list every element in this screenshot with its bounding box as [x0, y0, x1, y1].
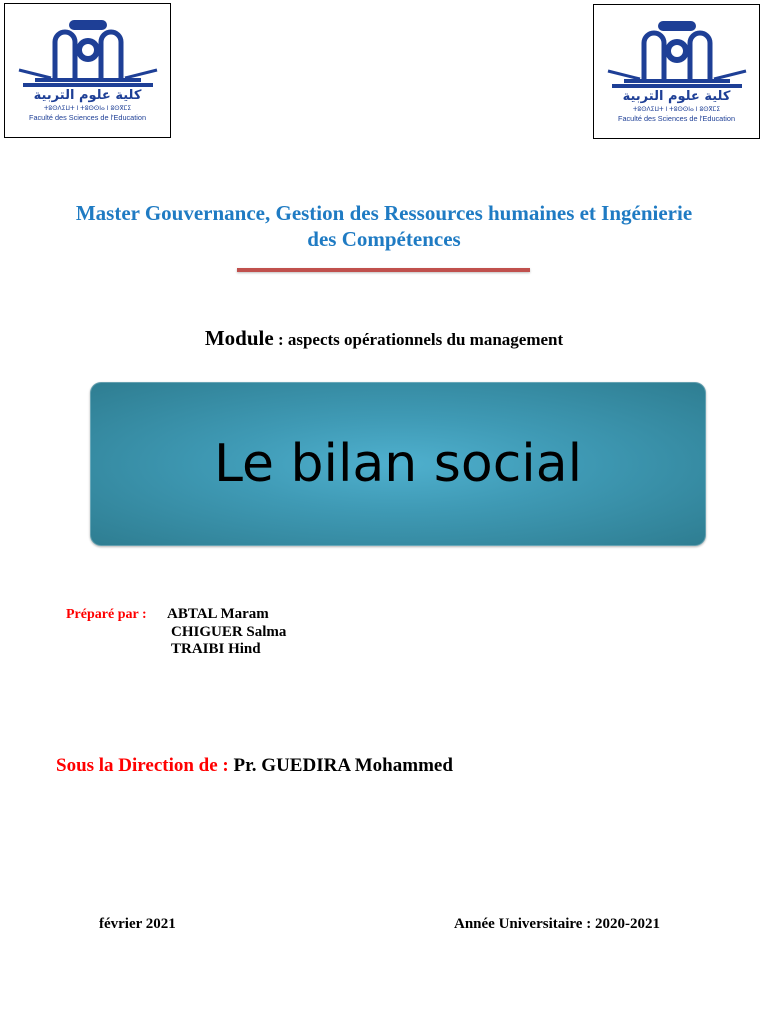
document-title: Le bilan social [213, 434, 583, 494]
faculty-logo-right [593, 4, 760, 139]
prepared-by-label: Préparé par : [66, 607, 147, 622]
author-name: TRAIBI Hind [171, 641, 261, 657]
module-value: : aspects opérationnels du management [273, 330, 564, 349]
supervisor-label: Sous la Direction de : [56, 755, 229, 776]
logo-tifinagh-text: ⵜⵓⵙⴷⵉⵡⵜ ⵏ ⵜⵓⵙⵙⵏⴰ ⵏ ⵓⵙⴳⵎⵉ [43, 105, 132, 112]
supervisor-name: Pr. GUEDIRA Mohammed [228, 755, 453, 776]
logo-arabic-text: كلية علوم التربية [622, 89, 731, 104]
program-title: Master Gouvernance, Gestion des Ressources humaines et Ingénierie des Compétences [75, 201, 693, 251]
document-date: février 2021 [99, 916, 176, 932]
faculty-emblem-icon [15, 12, 161, 92]
author-name: ABTAL Maram [167, 606, 269, 622]
logo-caption: Faculté des Sciences de l'Education [618, 114, 735, 123]
module-line [0, 326, 768, 351]
faculty-logo-left [4, 3, 171, 138]
title-divider [237, 268, 530, 272]
title-banner [90, 382, 706, 546]
academic-year: Année Universitaire : 2020-2021 [454, 916, 660, 932]
logo-tifinagh-text: ⵜⵓⵙⴷⵉⵡⵜ ⵏ ⵜⵓⵙⵙⵏⴰ ⵏ ⵓⵙⴳⵎⵉ [632, 106, 721, 113]
logo-arabic-text: كلية علوم التربية [33, 88, 142, 103]
faculty-emblem-icon [604, 13, 750, 93]
author-name: CHIGUER Salma [171, 624, 287, 640]
module-label: Module [204, 326, 274, 350]
logo-caption: Faculté des Sciences de l'Education [29, 113, 146, 122]
supervisor-line [56, 755, 453, 777]
